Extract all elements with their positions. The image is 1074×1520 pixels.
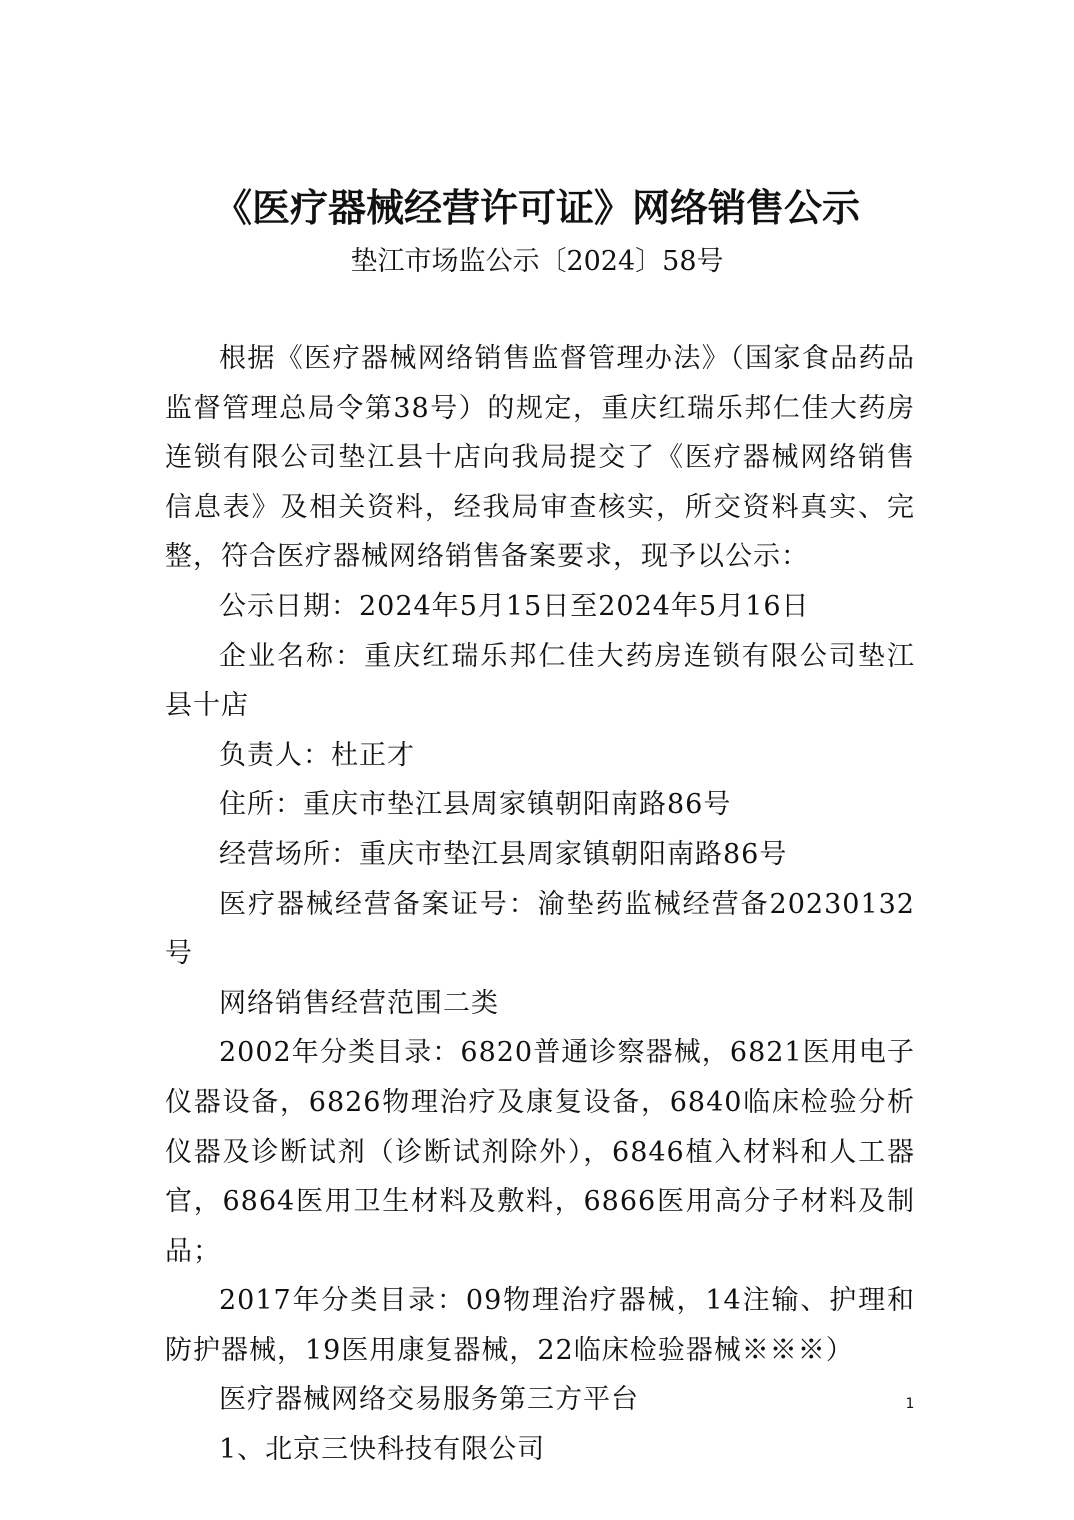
paragraph-platform-item: 1、北京三快科技有限公司: [219, 1434, 546, 1466]
document-number: 垫江市场监公示〔2024〕58号: [350, 246, 724, 277]
paragraph-notice-date: 公示日期：2024年5月15日至2024年5月16日: [219, 590, 810, 622]
paragraph-record-number: 医疗器械经营备案证号：渝垫药监械经营备20230132号: [165, 888, 915, 970]
paragraph-person-in-charge: 负责人：杜正才: [219, 739, 415, 771]
paragraph-platform-heading: 医疗器械网络交易服务第三方平台: [219, 1384, 639, 1416]
page-number: 1: [905, 1396, 915, 1412]
paragraph-business-premises: 经营场所：重庆市垫江县周家镇朝阳南路86号: [219, 838, 788, 870]
document-body: [165, 334, 915, 1475]
paragraph-residence: 住所：重庆市垫江县周家镇朝阳南路86号: [219, 789, 732, 821]
paragraph-basis: 根据《医疗器械网络销售监督管理办法》（国家食品药品监督管理总局令第38号）的规定，重庆红瑞乐邦仁佳大药房连锁有限公司垫江县十店向我局提交了《医疗器械网络销售信息表》及相关资料，经我局审查核实，所交资料真实、完整，符合医疗器械网络销售备案要求，现予以公示：: [165, 343, 915, 573]
paragraph-company-name: 企业名称：重庆红瑞乐邦仁佳大药房连锁有限公司垫江县十店: [165, 640, 915, 722]
paragraph-2017-catalog: 2017年分类目录：09物理治疗器械，14注输、护理和防护器械，19医用康复器械，22临床检验器械※※※）: [165, 1285, 915, 1366]
document-title: 《医疗器械经营许可证》网络销售公示: [213, 186, 860, 230]
paragraph-2002-catalog: 2002年分类目录：6820普通诊察器械，6821医用电子仪器设备，6826物理治疗及康复设备，6840临床检验分析仪器及诊断试剂（诊断试剂除外），6846植入材料和人工器官，6864医用卫生材料及敷料，6866医用高分子材料及制品；: [165, 1037, 915, 1267]
paragraph-scope-heading: 网络销售经营范围二类: [219, 987, 499, 1019]
